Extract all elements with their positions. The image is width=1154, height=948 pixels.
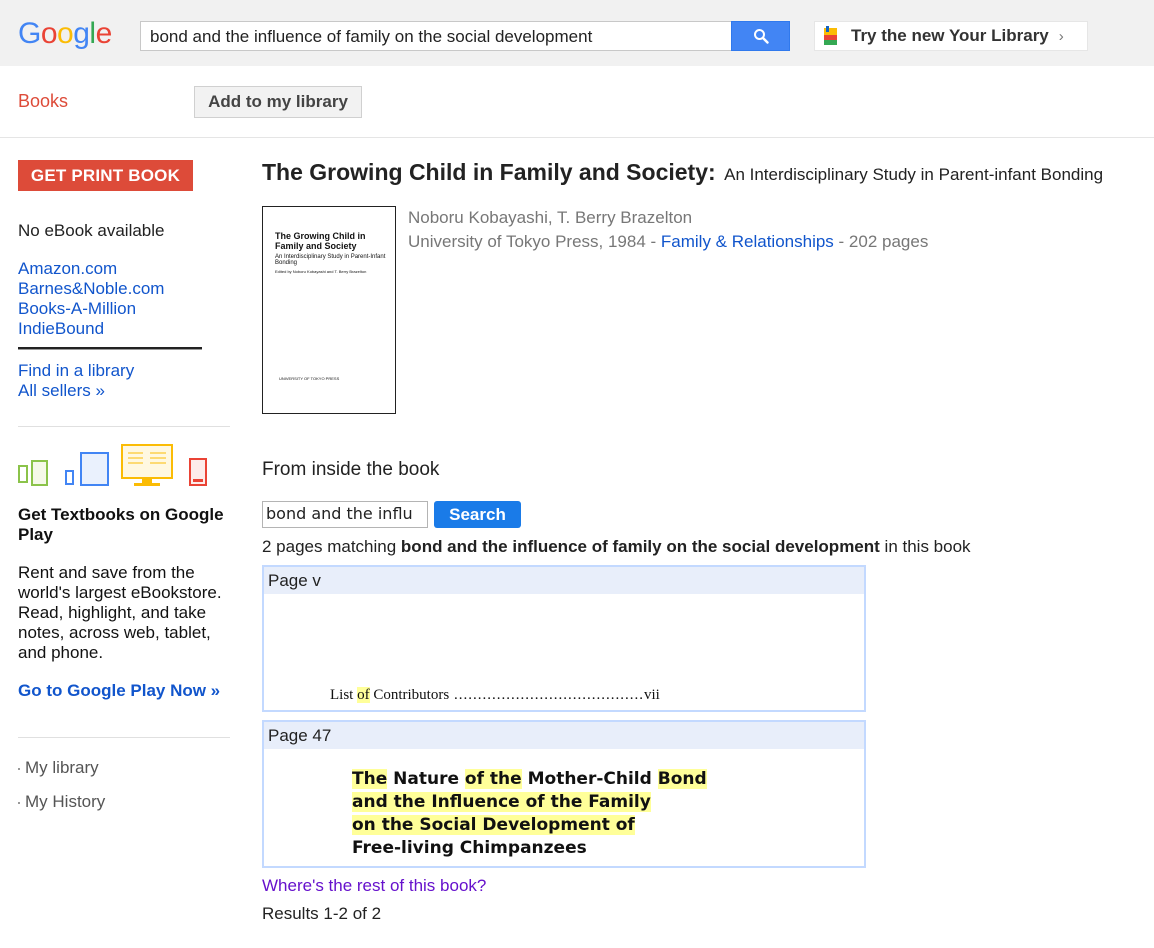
- search-result[interactable]: [262, 720, 866, 868]
- inside-book-heading: From inside the book: [262, 459, 440, 480]
- add-to-library-button[interactable]: Add to my library: [194, 86, 362, 118]
- chevron-right-icon: ›: [1058, 27, 1064, 45]
- cover-subtitle: An Interdisciplinary Study in Parent-Infant Bonding: [275, 254, 386, 266]
- seller-links: [18, 259, 164, 339]
- books-link[interactable]: Books: [18, 91, 69, 111]
- textbooks-title: Get Textbooks on Google Play: [18, 505, 224, 544]
- my-history-link[interactable]: My History: [18, 785, 105, 819]
- try-your-library-button[interactable]: [814, 21, 1088, 51]
- cover-publisher: UNIVERSITY OF TOKYO PRESS: [279, 376, 340, 381]
- google-play-link[interactable]: Go to Google Play Now »: [18, 681, 221, 700]
- divider: [18, 347, 202, 350]
- devices-illustration: [18, 444, 218, 488]
- divider: [18, 426, 230, 427]
- no-ebook-text: No eBook available: [18, 221, 165, 240]
- results-count: Results 1-2 of 2: [262, 904, 382, 923]
- top-bar: [0, 0, 1154, 66]
- book-authors: Noboru Kobayashi, T. Berry Brazelton: [408, 208, 693, 227]
- cover-title: The Growing Child in Family and Society: [275, 231, 366, 251]
- book-metadata: [408, 206, 928, 254]
- sub-bar: [0, 66, 1154, 138]
- all-sellers-link[interactable]: All sellers »: [18, 381, 105, 400]
- result-page-label[interactable]: Page 47: [264, 722, 864, 749]
- get-print-book-button[interactable]: GET PRINT BOOK: [18, 160, 193, 191]
- library-icon: [823, 26, 839, 46]
- result-snippet-image[interactable]: [264, 594, 864, 710]
- seller-link-indiebound[interactable]: IndieBound: [18, 319, 105, 338]
- my-links: [18, 751, 105, 819]
- seller-link-barnes-noble[interactable]: Barnes&Noble.com: [18, 279, 165, 298]
- result-snippet-image[interactable]: [264, 749, 864, 866]
- snippet-text: The Nature of the Mother-Child Bond and the Influence of the Family on the Social Development of Free-living Chimpanzees: [352, 769, 707, 858]
- my-library-link[interactable]: My library: [18, 751, 105, 785]
- snippet-text: List of Contributors ........................................vii: [330, 687, 660, 703]
- book-publication: University of Tokyo Press, 1984 - Family & Relationships - 202 pages: [408, 232, 929, 251]
- search-icon: [753, 28, 769, 44]
- search-input[interactable]: bond and the influence of family on the social development: [140, 21, 732, 51]
- book-title: [262, 159, 1103, 186]
- category-link[interactable]: Family & Relationships: [660, 232, 834, 251]
- seller-link-amazon[interactable]: Amazon.com: [18, 259, 118, 278]
- inside-search-input[interactable]: bond and the influ: [262, 501, 428, 528]
- matching-summary: 2 pages matching bond and the influence of family on the social development in this book: [262, 537, 971, 556]
- seller-link-books-a-million[interactable]: Books-A-Million: [18, 299, 137, 318]
- book-cover[interactable]: [262, 206, 396, 414]
- book-title-main: The Growing Child in Family and Society:: [262, 159, 716, 185]
- result-page-label[interactable]: Page v: [264, 567, 864, 594]
- promo-label: Try the new Your Library: [851, 26, 1049, 45]
- find-in-library-link[interactable]: Find in a library: [18, 361, 135, 380]
- book-subtitle: An Interdisciplinary Study in Parent-infant Bonding: [724, 165, 1104, 184]
- search-button[interactable]: [731, 21, 790, 51]
- rest-of-book-link[interactable]: Where's the rest of this book?: [262, 876, 487, 895]
- google-logo[interactable]: Google: [18, 17, 112, 50]
- textbooks-description: Rent and save from the world's largest eBookstore. Read, highlight, and take notes, across web, tablet, and phone.: [18, 563, 222, 662]
- divider: [18, 737, 230, 738]
- find-links: [18, 361, 134, 401]
- inside-search-button[interactable]: Search: [434, 501, 521, 528]
- cover-editors: Edited by Noboru Kobayashi and T. Berry Brazelton: [275, 269, 367, 274]
- search-result[interactable]: [262, 565, 866, 712]
